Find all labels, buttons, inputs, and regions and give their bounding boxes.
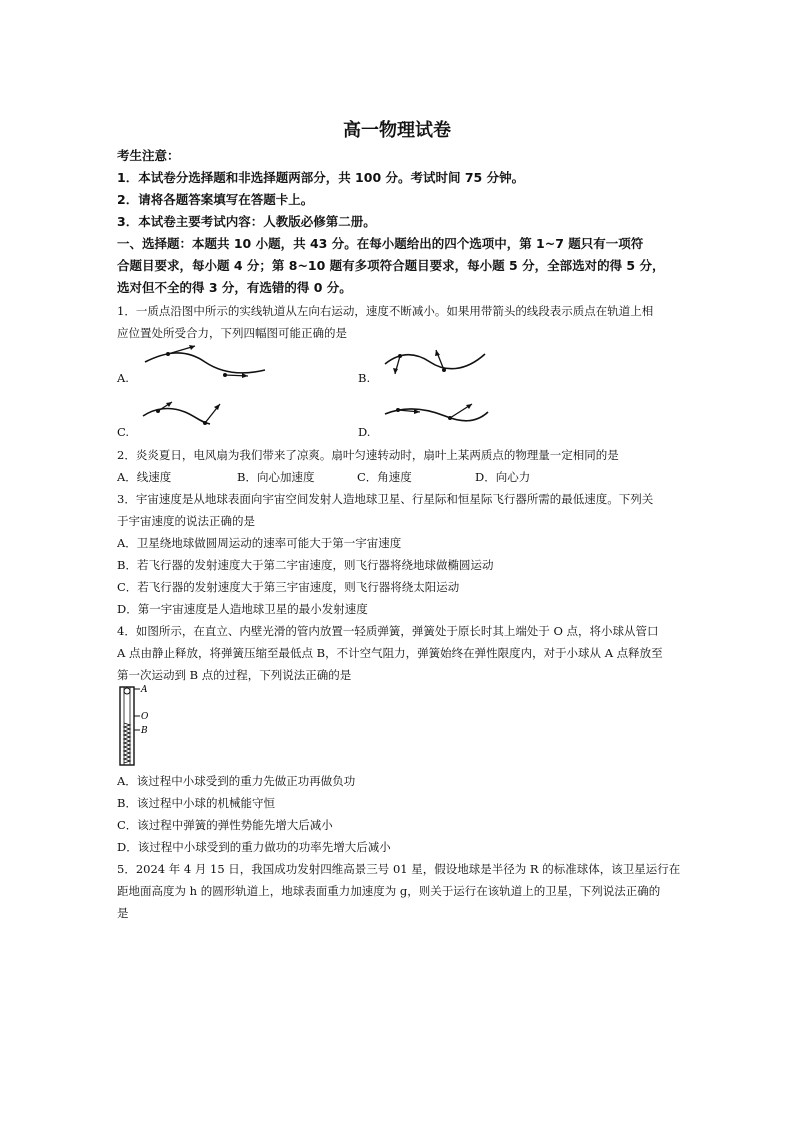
label-b: B <box>141 726 148 736</box>
q2-option-c: C．角速度 <box>357 470 412 484</box>
q3-option-d: D．第一宇宙速度是人造地球卫星的最小发射速度 <box>117 602 368 616</box>
q5-stem: 是 <box>117 906 129 920</box>
q4-tube-spring-diagram <box>117 683 167 769</box>
q1-option-a-diagram <box>140 344 270 384</box>
notice-item: 1．本试卷分选择题和非选择题两部分，共 100 分。考试时间 75 分钟。 <box>117 170 525 185</box>
q4-option-b: B．该过程中小球的机械能守恒 <box>117 796 275 810</box>
q4-stem: 4．如图所示，在直立、内壁光滑的管内放置一轻质弹簧，弹簧处于原长时其上端处于 O 点，将小球从管口 <box>117 624 659 638</box>
notice-item: 3．本试卷主要考试内容：人教版必修第二册。 <box>117 214 376 229</box>
q1-stem: 1．一质点沿图中所示的实线轨道从左向右运动，速度不断减小。如果用带箭头的线段表示质点在轨道上相 <box>117 304 654 318</box>
q3-option-b: B．若飞行器的发射速度大于第二宇宙速度，则飞行器将绕地球做椭圆运动 <box>117 558 494 572</box>
q4-stem: 第一次运动到 B 点的过程，下列说法正确的是 <box>117 668 352 682</box>
q3-stem: 于宇宙速度的说法正确的是 <box>117 514 255 528</box>
section-heading: 一、选择题：本题共 10 小题，共 43 分。在每小题给出的四个选项中，第 1~7 题只有一项符 <box>117 236 644 251</box>
q2-options <box>117 469 697 485</box>
q3-option-a: A．卫星绕地球做圆周运动的速率可能大于第一宇宙速度 <box>117 536 402 550</box>
q2-stem: 2．炎炎夏日，电风扇为我们带来了凉爽。扇叶匀速转动时，扇叶上某两质点的物理量一定相同的是 <box>117 448 619 462</box>
q1-option-c-label: C. <box>117 425 130 439</box>
q3-option-c: C．若飞行器的发射速度大于第三宇宙速度，则飞行器将绕太阳运动 <box>117 580 460 594</box>
q4-option-a: A．该过程中小球受到的重力先做正功再做负功 <box>117 774 356 788</box>
q1-option-b-label: B. <box>358 371 371 385</box>
q4-stem: A 点由静止释放，将弹簧压缩至最低点 B，不计空气阻力，弹簧始终在弹性限度内，对于小球从 A 点释放至 <box>117 646 663 660</box>
label-a: A <box>141 685 148 695</box>
section-instruction: 选对但不全的得 3 分，有选错的得 0 分。 <box>117 280 352 295</box>
q2-option-a: A．线速度 <box>117 470 172 484</box>
q1-option-c-diagram <box>140 398 240 432</box>
q1-option-b-diagram <box>380 340 490 382</box>
label-o: O <box>141 712 149 722</box>
page-title: 高一物理试卷 <box>343 120 451 141</box>
q1-option-d-diagram <box>380 396 495 432</box>
q2-option-b: B．向心加速度 <box>237 470 315 484</box>
section-instruction: 合题目要求，每小题 4 分；第 8~10 题有多项符合题目要求，每小题 5 分，全部选对的得 5 分， <box>117 258 665 273</box>
notice-item: 2．请将各题答案填写在答题卡上。 <box>117 192 314 207</box>
q4-option-c: C．该过程中弹簧的弹性势能先增大后减小 <box>117 818 333 832</box>
q1-stem: 应位置处所受合力，下列四幅图可能正确的是 <box>117 326 347 340</box>
q4-option-d: D．该过程中小球受到的重力做功的功率先增大后减小 <box>117 840 391 854</box>
q5-stem: 5．2024 年 4 月 15 日，我国成功发射四维高景三号 01 星，假设地球是半径为 R 的标准球体，该卫星运行在 <box>117 862 681 876</box>
q3-stem: 3．宇宙速度是从地球表面向宇宙空间发射人造地球卫星、行星际和恒星际飞行器所需的最低速度。下列关 <box>117 492 654 506</box>
q2-option-d: D．向心力 <box>475 470 531 484</box>
q5-stem: 距地面高度为 h 的圆形轨道上，地球表面重力加速度为 g，则关于运行在该轨道上的卫星，下列说法正确的 <box>117 884 661 898</box>
q1-option-a-label: A. <box>117 371 129 385</box>
notice-heading: 考生注意： <box>117 148 180 163</box>
q1-option-d-label: D. <box>358 425 371 439</box>
